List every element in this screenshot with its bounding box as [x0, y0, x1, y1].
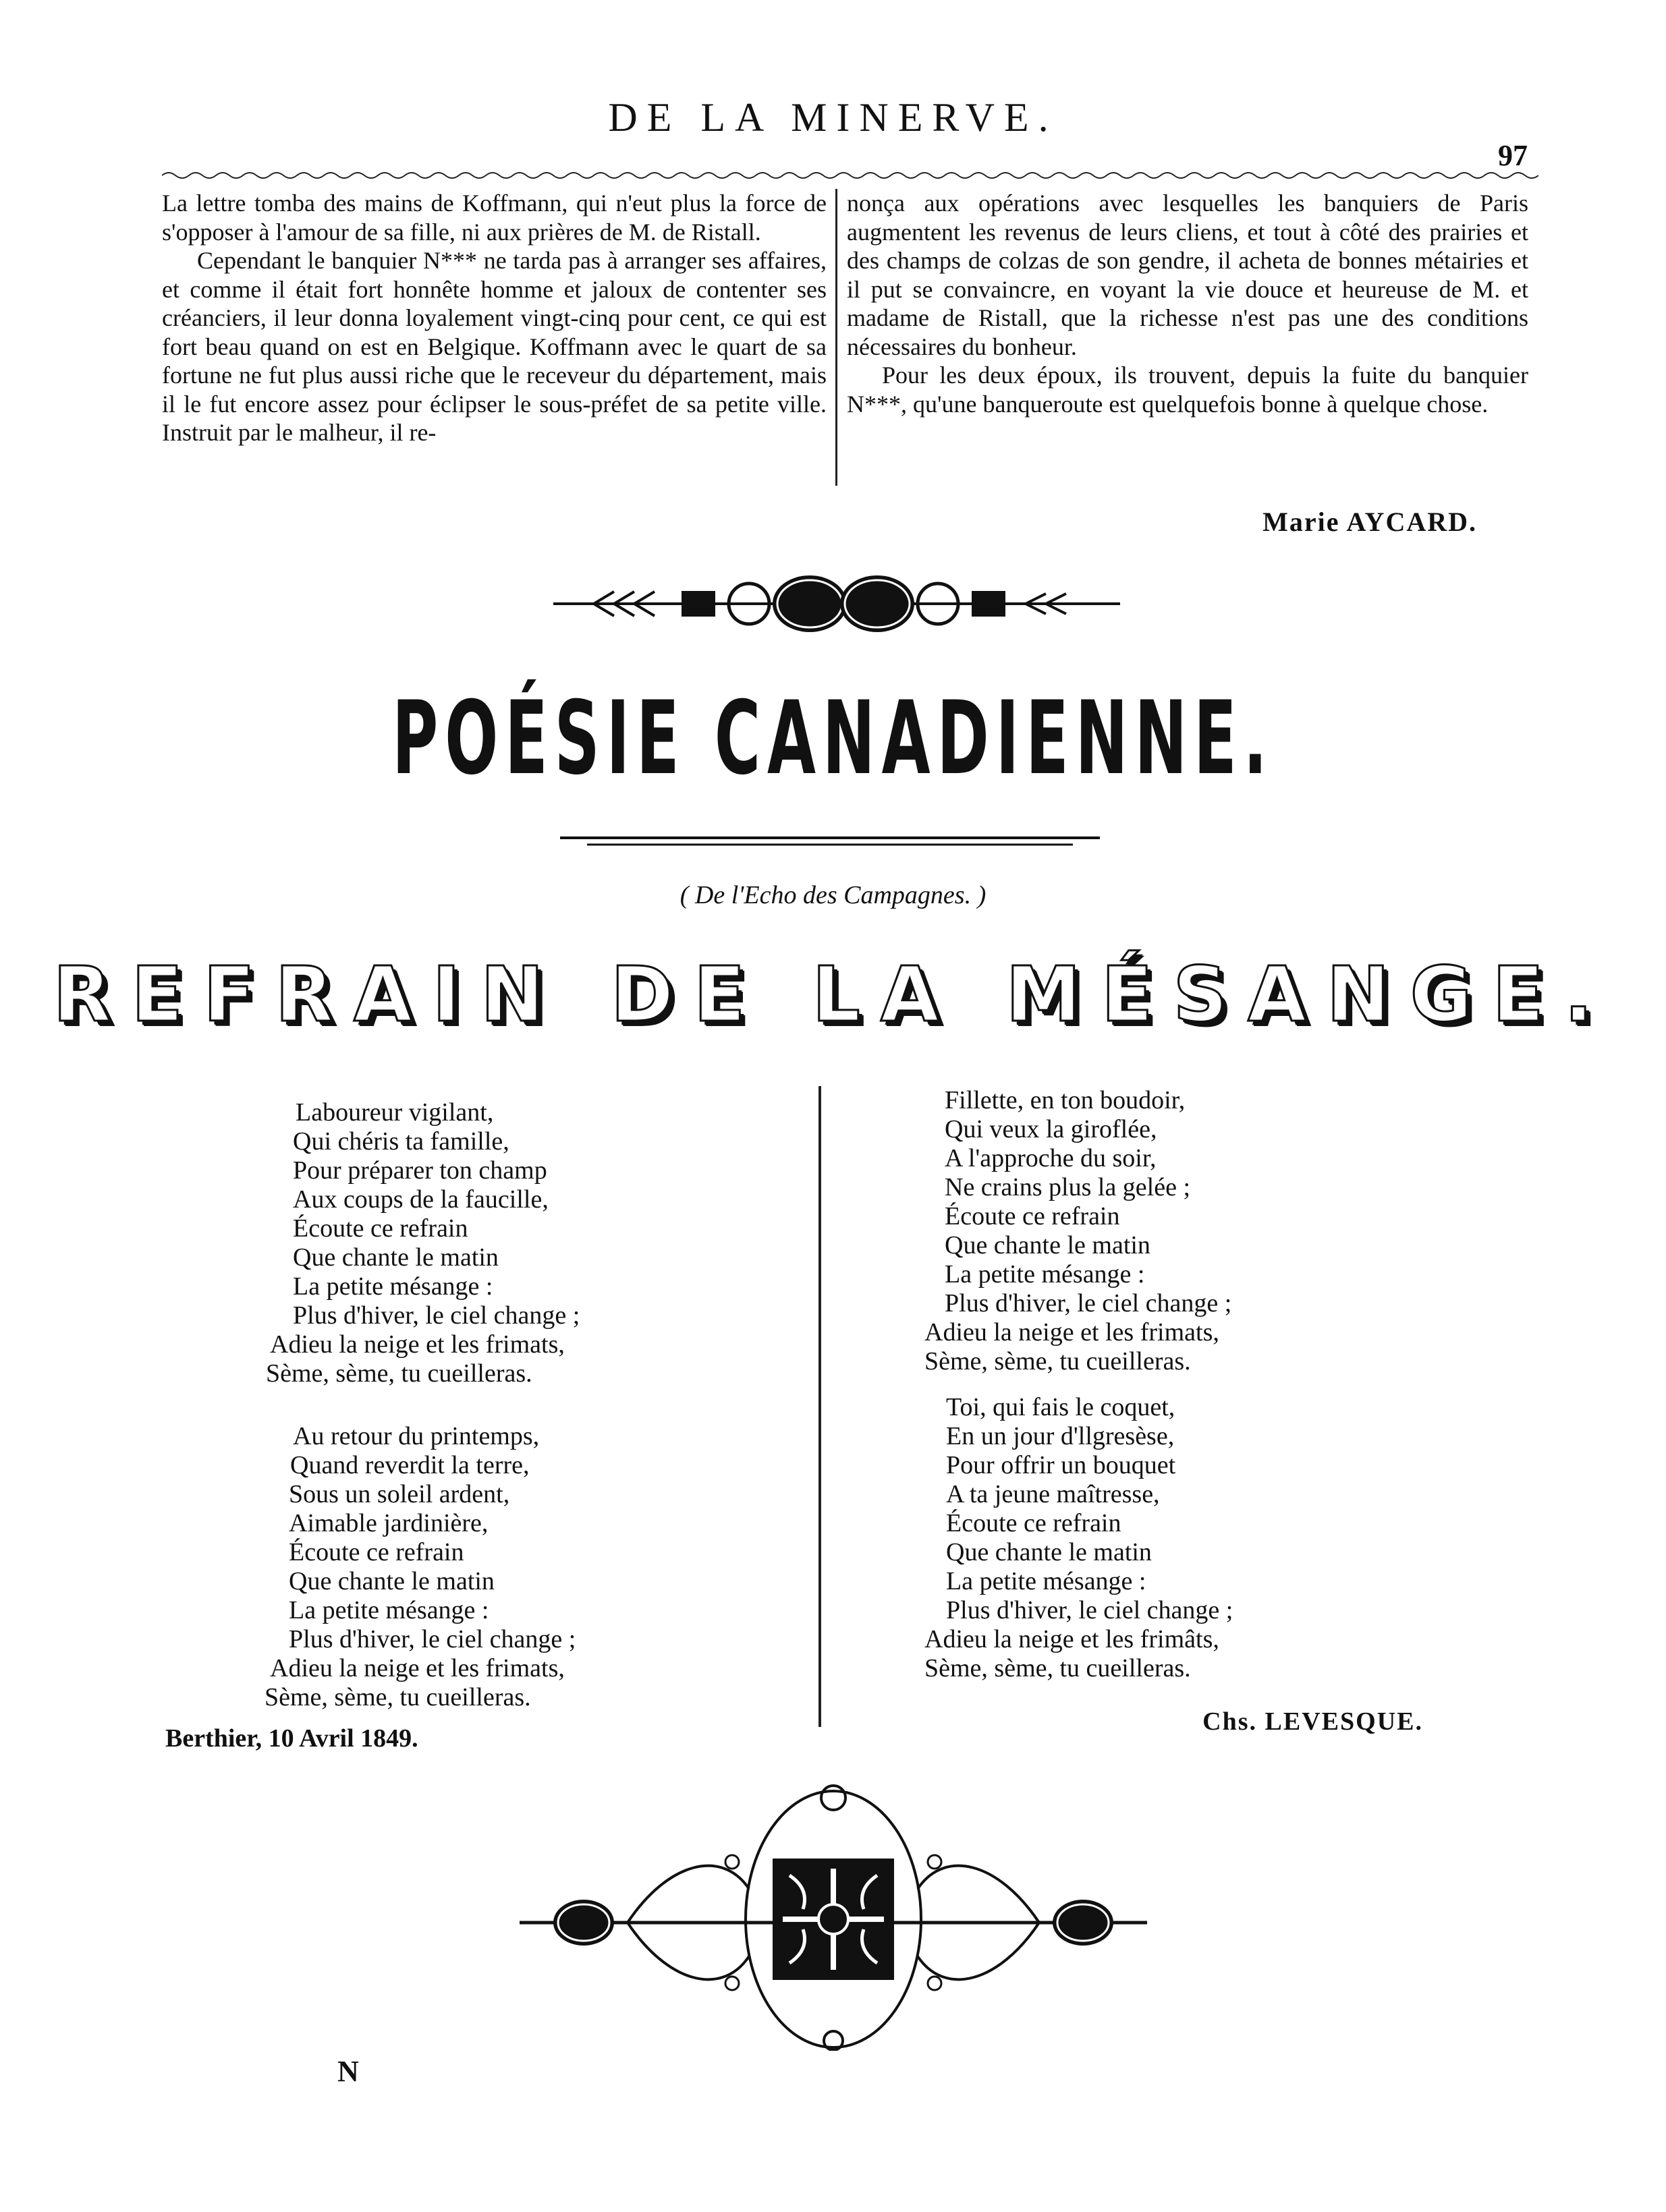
poem-signature: Chs. LEVESQUE.	[1202, 1707, 1423, 1736]
verse-line: Écoute ce refrain	[945, 1202, 1120, 1230]
poem-column-divider	[818, 1086, 821, 1727]
prose-left-column	[162, 189, 827, 447]
verse-line: A l'approche du soir,	[945, 1144, 1157, 1172]
verse-line: Ne crains plus la gelée ;	[945, 1173, 1191, 1201]
verse-line: Plus d'hiver, le ciel change ;	[946, 1596, 1233, 1624]
tailpiece-ornament	[520, 1781, 1147, 2051]
verse-line: Qui veux la giroflée,	[945, 1115, 1157, 1143]
verse-line: Plus d'hiver, le ciel change ;	[289, 1625, 576, 1653]
verse-line: Qui chéris ta famille,	[293, 1127, 509, 1156]
verse-line: Pour offrir un bouquet	[946, 1451, 1176, 1479]
verse-line: Pour préparer ton champ	[293, 1156, 547, 1185]
verse-line: La petite mésange :	[289, 1596, 489, 1624]
verse-line: Aimable jardinière,	[289, 1509, 489, 1537]
verse-line: Sème, sème, tu cueilleras.	[924, 1654, 1191, 1682]
verse-line: Adieu la neige et les frimats,	[270, 1330, 565, 1359]
stanza	[924, 1393, 1233, 1683]
verse-line: Sème, sème, tu cueilleras.	[265, 1683, 531, 1711]
place-date: Berthier, 10 Avril 1849.	[165, 1724, 418, 1753]
stanza	[266, 1098, 580, 1388]
verse-line: Écoute ce refrain	[289, 1538, 464, 1566]
verse-line: La petite mésange :	[946, 1567, 1146, 1595]
signature-mark: N	[337, 2055, 359, 2088]
column-divider	[835, 189, 837, 486]
verse-line: La petite mésange :	[293, 1272, 493, 1301]
verse-line: Écoute ce refrain	[293, 1214, 468, 1243]
prose-paragraph: nonça aux opérations avec lesquelles les banquiers de Paris augmentent les revenus de leurs cliens, et tout à côté des prairies et des champs de colzas de son gendre, il acheta de bonnes métairies et il put se convaincre, en voyant la vie douce et heureuse de M. et madame de Ristall, que la richesse n'est pas une des conditions nécessaires du bonheur.	[847, 190, 1528, 360]
verse-line: Que chante le matin	[293, 1243, 499, 1272]
verse-line: Sous un soleil ardent,	[289, 1480, 510, 1508]
decorative-ornament	[553, 567, 1120, 641]
verse-line: Sème, sème, tu cueilleras.	[924, 1347, 1191, 1376]
verse-line: Écoute ce refrain	[946, 1509, 1121, 1537]
section-title: POÉSIE CANADIENNE.	[392, 680, 1274, 797]
verse-line: Fillette, en ton boudoir,	[945, 1086, 1186, 1114]
verse-line: Au retour du printemps,	[293, 1422, 540, 1450]
verse-line: Laboureur vigilant,	[296, 1098, 494, 1127]
prose-paragraph: La lettre tomba des mains de Koffmann, qui n'eut plus la force de s'opposer à l'amour de sa fille, ni aux prières de M. de Ristall.	[162, 190, 827, 246]
prose-paragraph: Pour les deux époux, ils trouvent, depuis la fuite du banquier N***, qu'une banqueroute est quelquefois bonne à quelque chose.	[847, 362, 1528, 418]
verse-line: Quand reverdit la terre,	[290, 1451, 530, 1479]
verse-line: Adieu la neige et les frimâts,	[924, 1625, 1219, 1653]
verse-line: Sème, sème, tu cueilleras.	[266, 1359, 532, 1388]
verse-line: Aux coups de la faucille,	[293, 1185, 549, 1214]
poem-title: REFRAIN DE LA MÉSANGE.	[53, 951, 1613, 1039]
prose-right-column	[847, 189, 1528, 418]
verse-line: Adieu la neige et les frimats,	[270, 1654, 565, 1682]
source-credit: ( De l'Echo des Campagnes. )	[679, 881, 987, 909]
verse-line: A ta jeune maîtresse,	[946, 1480, 1160, 1508]
page-number: 97	[1498, 139, 1528, 172]
verse-line: Toi, qui fais le coquet,	[946, 1393, 1175, 1421]
verse-line: Que chante le matin	[289, 1567, 495, 1595]
stanza	[265, 1422, 576, 1712]
stanza	[924, 1086, 1231, 1376]
title-double-rule	[560, 835, 1100, 847]
verse-line: En un jour d'llgresèse,	[946, 1422, 1175, 1450]
wavy-rule	[162, 167, 1538, 183]
verse-line: Que chante le matin	[946, 1538, 1152, 1566]
verse-line: Adieu la neige et les frimats,	[924, 1318, 1219, 1346]
verse-line: La petite mésange :	[945, 1260, 1145, 1288]
verse-line: Plus d'hiver, le ciel change ;	[945, 1289, 1232, 1317]
running-head: DE LA MINERVE.	[608, 95, 1058, 140]
prose-paragraph: Cependant le banquier N*** ne tarda pas à arranger ses affaires, et comme il était fort honnête homme et jaloux de contenter ses créanciers, il leur donna loyalement vingt-cinq pour cent, ce qui est fort beau quand on est en Belgique. Koffmann avec le quart de sa fortune ne fut plus aussi riche que le receveur du département, mais il le fut encore assez pour éclipser le sous-préfet de sa petite ville. Instruit par le malheur, il re-	[162, 247, 827, 446]
prose-signature: Marie AYCARD.	[1262, 507, 1477, 537]
verse-line: Plus d'hiver, le ciel change ;	[293, 1301, 580, 1330]
verse-line: Que chante le matin	[945, 1231, 1150, 1259]
